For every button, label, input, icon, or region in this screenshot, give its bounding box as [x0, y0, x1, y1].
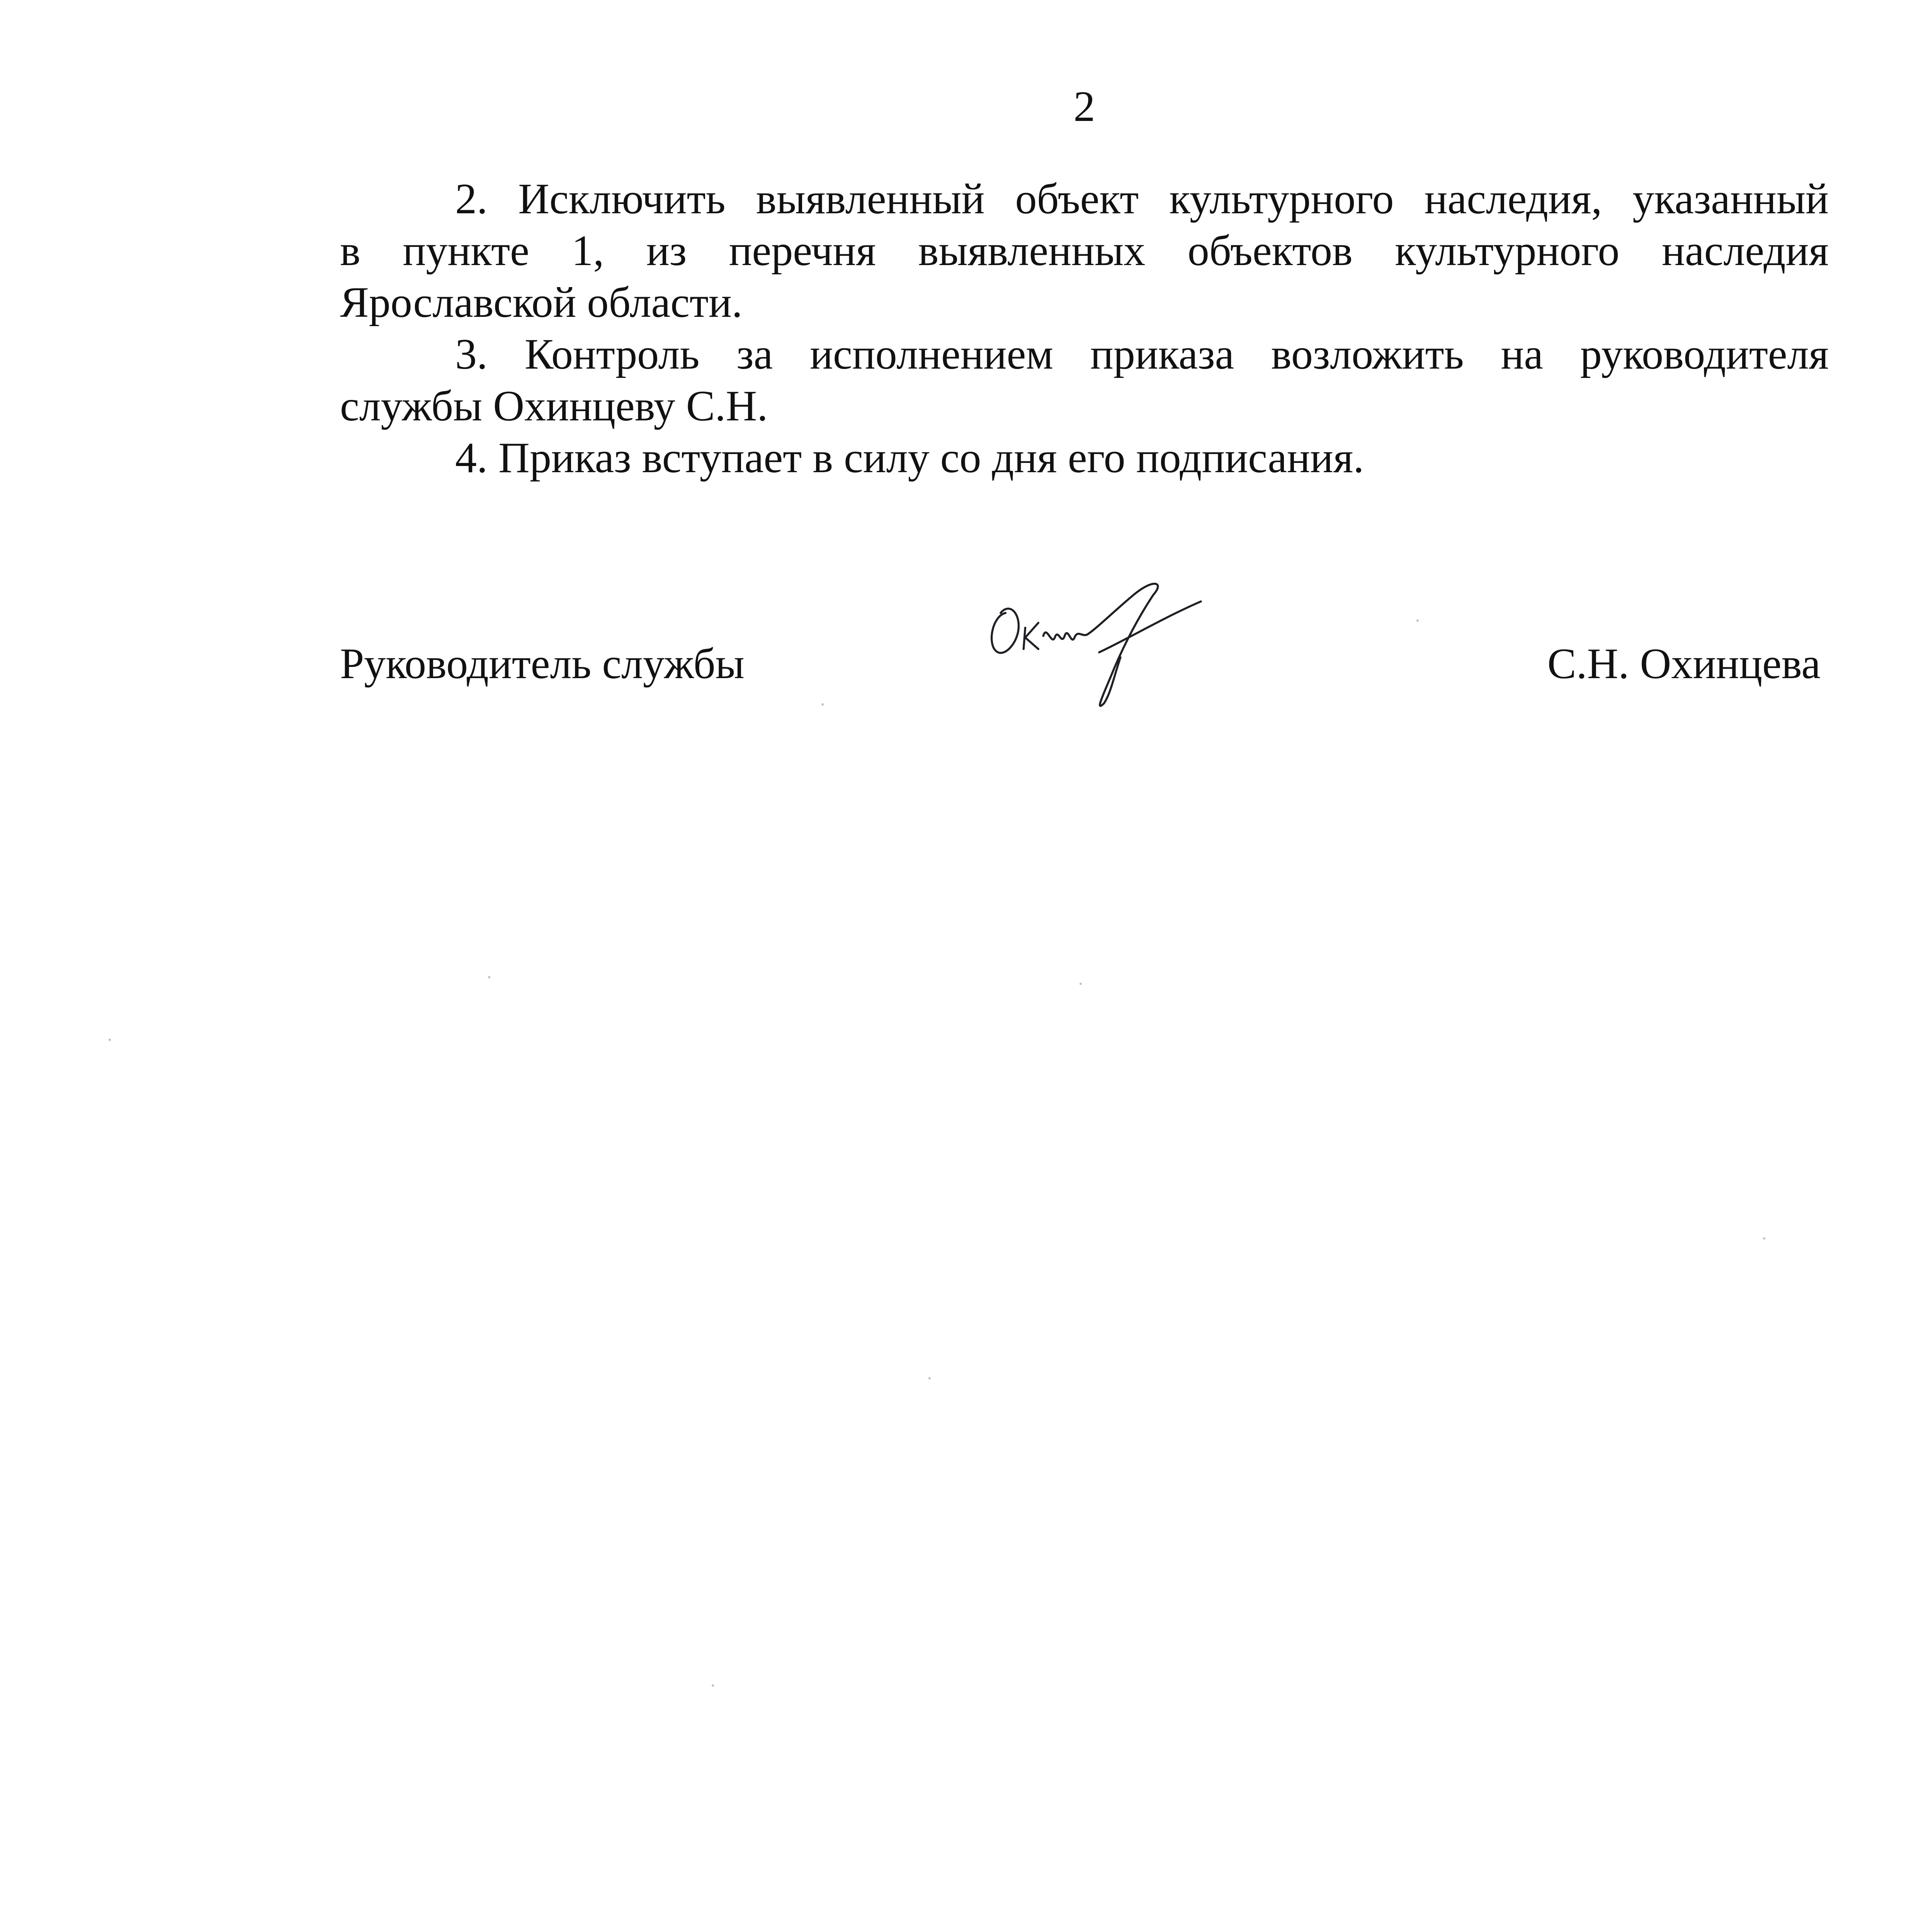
signatory-name: С.Н. Охинцева: [1547, 640, 1821, 688]
paragraph-control: [340, 328, 1829, 432]
text-line: службы Охинцеву С.Н.: [340, 382, 768, 430]
scan-speck: [1416, 619, 1419, 622]
text-line: 4. Приказ вступает в силу со дня его подписания.: [455, 434, 1364, 482]
scan-speck: [488, 976, 490, 978]
paragraph-exclusion: [340, 173, 1829, 328]
signature-image: [983, 578, 1212, 710]
scan-speck: [1080, 983, 1082, 985]
scan-speck: [712, 1684, 714, 1687]
signatory-title: Руководитель службы: [340, 640, 745, 688]
page-number: 2: [1073, 83, 1095, 131]
text-line: 3. Контроль за исполнением приказа возложить на руководителя: [455, 330, 1829, 378]
text-line: 2. Исключить выявленный объект культурного наследия, указанный: [455, 175, 1829, 223]
text-line: в пункте 1, из перечня выявленных объектов культурного наследия: [340, 227, 1829, 275]
scan-speck: [1763, 1237, 1765, 1240]
scan-speck: [109, 1039, 111, 1041]
document-body: [340, 173, 1829, 484]
paragraph-effective-date: [340, 432, 1829, 484]
text-line: Ярославской области.: [340, 279, 743, 327]
scan-speck: [821, 703, 824, 706]
scan-speck: [928, 1377, 931, 1379]
